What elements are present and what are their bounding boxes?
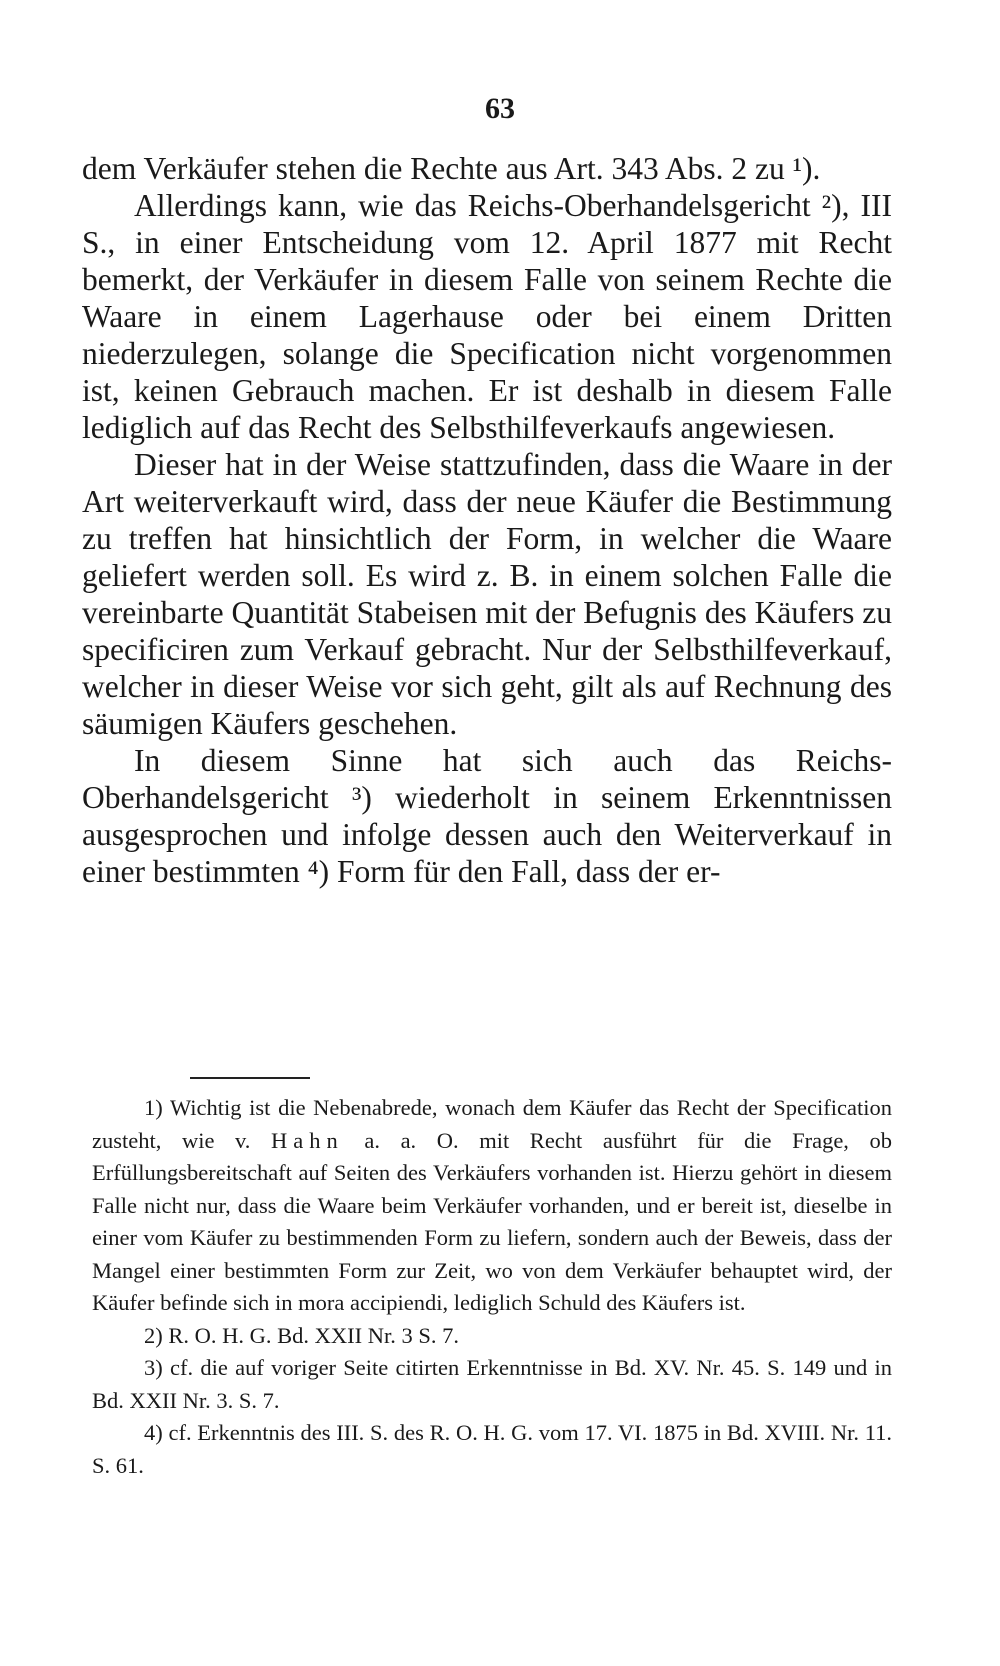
- footnote-4: 4) cf. Erkenntnis des III. S. des R. O. H. G. vom 17. VI. 1875 in Bd. XVIII. Nr. 11. S. 61.: [92, 1420, 892, 1478]
- footnote-2: 2) R. O. H. G. Bd. XXII Nr. 3 S. 7.: [144, 1322, 459, 1348]
- footnote-1: [92, 1092, 892, 1320]
- footnotes: [92, 1092, 892, 1482]
- paragraph: Dieser hat in der Weise stattzufinden, dass die Waare in der Art weiterverkauft wird, dass der neue Käufer die Bestimmung zu treffen hat hinsichtlich der Form, in welcher die Waare geliefert werden soll. Es wird z. B. in einem solchen Falle die vereinbarte Quantität Stabeisen mit der Befugnis des Käufers zu specificiren zum Verkauf gebracht. Nur der Selbsthilfeverkauf, welcher in dieser Weise vor sich geht, gilt als auf Rechnung des säumigen Käufers geschehen.: [82, 447, 892, 741]
- page-number: 63: [485, 92, 515, 125]
- paragraph: In diesem Sinne hat sich auch das Reichs-Oberhandelsgericht ³) wiederholt in seinem Erkenntnissen ausgesprochen und infolge dessen auch den Weiterverkauf in einer bestimmten ⁴) Form für den Fall, dass der er-: [82, 743, 892, 889]
- main-text: [82, 150, 892, 890]
- footnote-1-text-start: 1) Wichtig ist die Nebenabrede, wonach dem Käufer das Recht der Specification zusteht, wie v.: [92, 1095, 892, 1153]
- footnote-divider: [190, 1077, 310, 1079]
- footnote-1-text-end: a. a. O. mit Recht ausführt für die Frage, ob Erfüllungsbereitschaft auf Seiten des Verkäufers vorhanden ist. Hierzu gehört in diesem Falle nicht nur, dass die Waare beim Verkäufer vorhanden, und er bereit ist, dieselbe in einer vom Käufer zu bestimmenden Form zu liefern, sondern auch der Beweis, dass der Mangel einer bestimmten Form zur Zeit, wo von dem Verkäufer behauptet wird, der Käufer befinde sich in mora accipiendi, lediglich Schuld des Käufers ist.: [92, 1127, 893, 1315]
- paragraph: Allerdings kann, wie das Reichs-Oberhandelsgericht ²), III S., in einer Entscheidung vom 12. April 1877 mit Recht bemerkt, der Verkäufer in diesem Falle von seinem Rechte die Waare in einem Lagerhause oder bei einem Dritten niederzulegen, solange die Specification nicht vorgenommen ist, keinen Gebrauch machen. Er ist deshalb in diesem Falle lediglich auf das Recht des Selbsthilfeverkaufs angewiesen.: [82, 188, 892, 445]
- footnote-1-author: Hahn: [271, 1127, 344, 1153]
- paragraph: dem Verkäufer stehen die Rechte aus Art. 343 Abs. 2 zu ¹).: [82, 151, 821, 186]
- footnote-3: 3) cf. die auf voriger Seite citirten Erkenntnisse in Bd. XV. Nr. 45. S. 149 und in Bd. XXII Nr. 3. S. 7.: [92, 1355, 892, 1413]
